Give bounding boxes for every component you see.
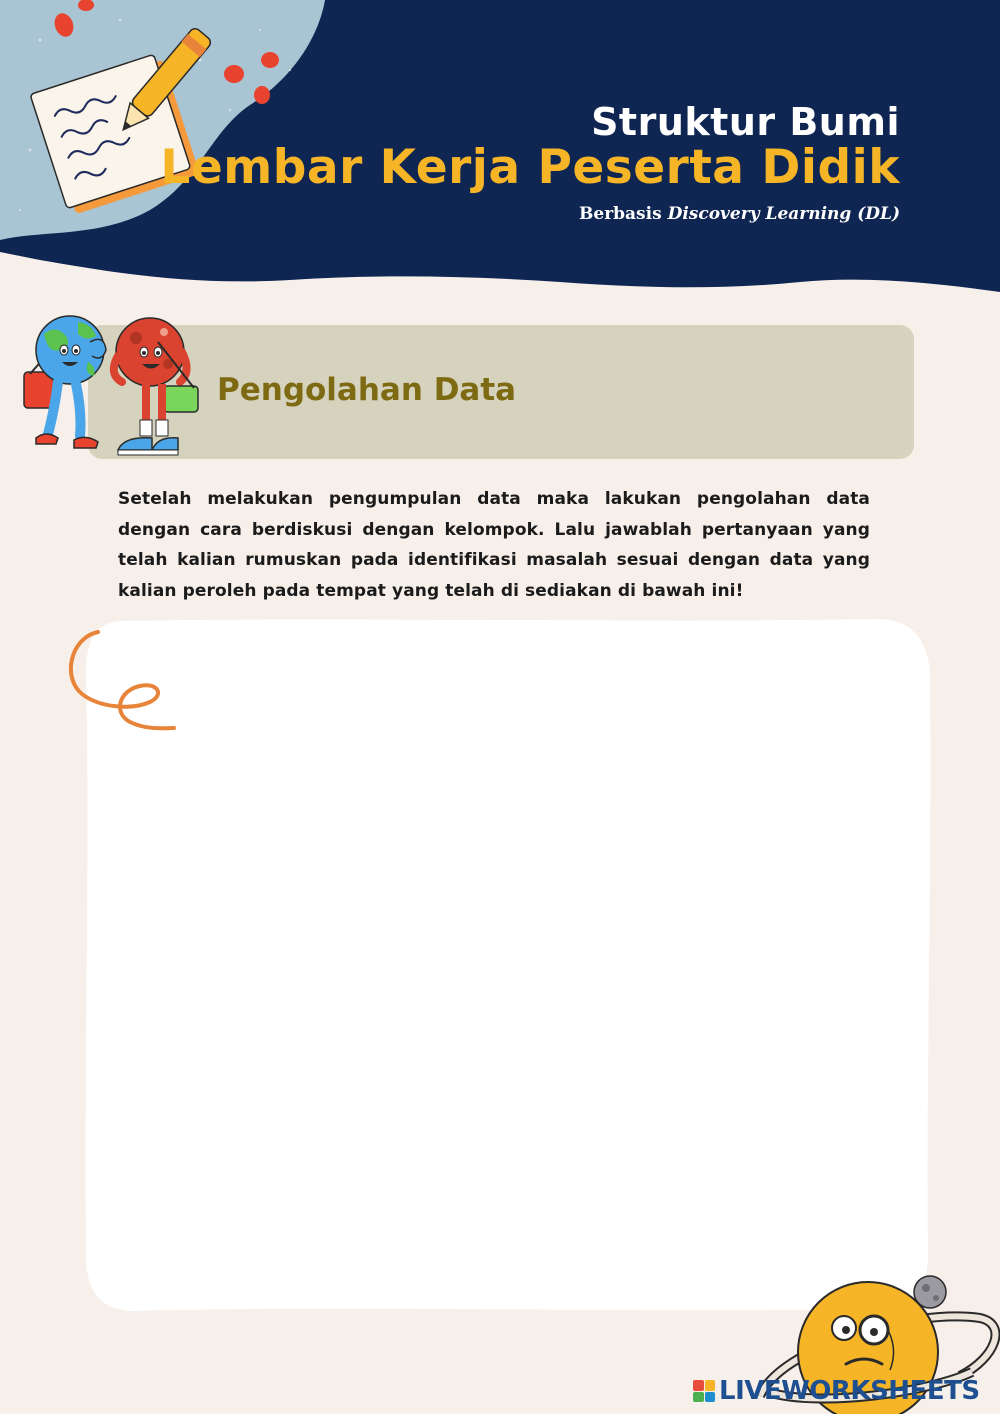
worksheet-title: Lembar Kerja Peserta Didik bbox=[160, 140, 900, 195]
liveworksheets-watermark bbox=[693, 1374, 980, 1408]
subject-title: Struktur Bumi bbox=[591, 100, 900, 144]
learning-model-subtitle bbox=[579, 204, 900, 224]
section-title: Pengolahan Data bbox=[217, 372, 517, 408]
watermark-text: LIVEWORKSHEETS bbox=[719, 1376, 980, 1406]
instructions-paragraph: Setelah melakukan pengumpulan data maka lakukan pengolahan data dengan cara berdiskusi dengan kelompok. Lalu jawablah pertanyaan yang telah kalian rumuskan pada identifikasi masalah sesuai dengan data yang kalian peroleh pada tempat yang telah di sediakan di bawah ini! bbox=[118, 489, 870, 601]
earth-character-icon bbox=[24, 316, 106, 448]
answer-textarea[interactable] bbox=[100, 640, 904, 1294]
mars-character-icon bbox=[114, 318, 198, 455]
liveworksheets-logo-icon bbox=[693, 1380, 715, 1402]
learning-model-prefix: Berbasis bbox=[579, 204, 668, 224]
learning-model-name: Discovery Learning (DL) bbox=[667, 204, 900, 224]
earth-mars-characters-illustration bbox=[18, 312, 208, 464]
